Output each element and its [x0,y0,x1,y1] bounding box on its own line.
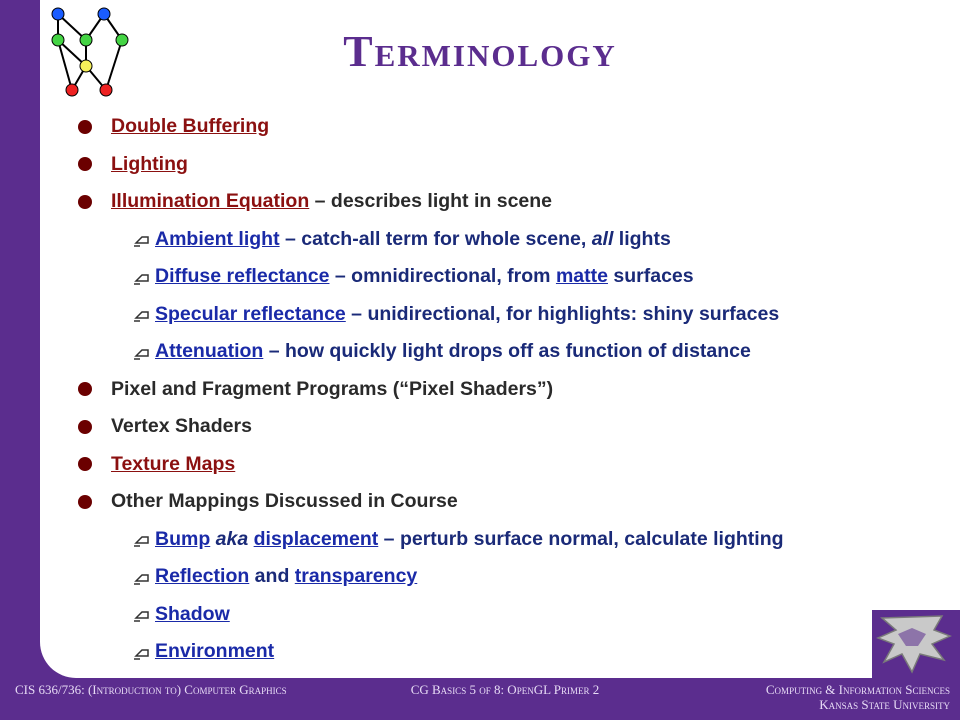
bump-description: – perturb surface normal, calculate lighting [378,527,784,550]
sub-bullet-icon [132,304,152,324]
matte-link[interactable]: matte [555,265,608,288]
list-item [78,333,784,371]
lighting-link[interactable]: Lighting [111,152,188,175]
list-item [78,258,784,296]
bullet-list [78,108,784,671]
texture-maps-link[interactable]: Texture Maps [111,452,236,475]
list-item [78,521,784,559]
sub-bullet-icon [132,567,152,587]
footer-institution [650,682,950,712]
diffuse-description: – omnidirectional, from [329,265,556,288]
list-item [78,371,784,409]
sub-bullet-icon [132,267,152,287]
page-title: Terminology [343,27,617,76]
displacement-link[interactable]: displacement [253,527,379,550]
illumination-equation-link[interactable]: Illumination Equation [111,190,310,213]
bullet-dot-icon [78,195,92,209]
ambient-light-link[interactable]: Ambient light [155,227,280,250]
list-item [78,558,784,596]
sub-bullet-icon [132,529,152,549]
list-item [78,483,784,521]
sub-bullet-icon [132,604,152,624]
ksu-wildcat-logo [872,610,960,678]
bullet-dot-icon [78,157,92,171]
and-text: and [249,565,295,588]
attenuation-description: – how quickly light drops off as function of distance [263,340,751,363]
specular-description: – unidirectional, for highlights: shiny surfaces [345,302,780,325]
bullet-dot-icon [78,420,92,434]
footer-department: Computing & Information Sciences [765,682,950,697]
attenuation-link[interactable]: Attenuation [155,340,264,363]
bump-link[interactable]: Bump [155,527,211,550]
bullet-dot-icon [78,382,92,396]
sub-bullet-icon [132,342,152,362]
list-item [78,446,784,484]
list-item [78,296,784,334]
footer-university: Kansas State University [819,697,950,712]
illumination-description: – describes light in scene [309,190,553,213]
list-item [78,108,784,146]
ambient-description-end: lights [613,227,671,250]
environment-link[interactable]: Environment [155,640,275,663]
aka-text: aka [210,527,254,550]
transparency-link[interactable]: transparency [294,565,418,588]
vertex-shaders-text: Vertex Shaders [111,415,252,438]
ambient-description: – catch-all term for whole scene, [279,227,592,250]
ambient-emphasis: all [591,227,614,250]
list-item [78,596,784,634]
diffuse-description-end: surfaces [607,265,694,288]
sub-bullet-icon [132,229,152,249]
bullet-dot-icon [78,495,92,509]
list-item [78,633,784,671]
bullet-dot-icon [78,120,92,134]
shadow-link[interactable]: Shadow [155,602,230,625]
sub-bullet-icon [132,642,152,662]
bullet-dot-icon [78,457,92,471]
specular-reflectance-link[interactable]: Specular reflectance [155,302,346,325]
other-mappings-text: Other Mappings Discussed in Course [111,490,458,513]
reflection-link[interactable]: Reflection [155,565,250,588]
diffuse-reflectance-link[interactable]: Diffuse reflectance [155,265,330,288]
footer-course: CIS 636/736: (Introduction to) Computer Graphics [15,682,287,697]
pixel-programs-text: Pixel and Fragment Programs (“Pixel Shaders”) [111,377,554,400]
list-item [78,408,784,446]
left-sidebar-band [0,0,40,720]
list-item [78,183,784,221]
list-item [78,146,784,184]
footer-lecture: CG Basics 5 of 8: OpenGL Primer 2 [410,682,600,697]
double-buffering-link[interactable]: Double Buffering [111,115,270,138]
list-item [78,221,784,259]
